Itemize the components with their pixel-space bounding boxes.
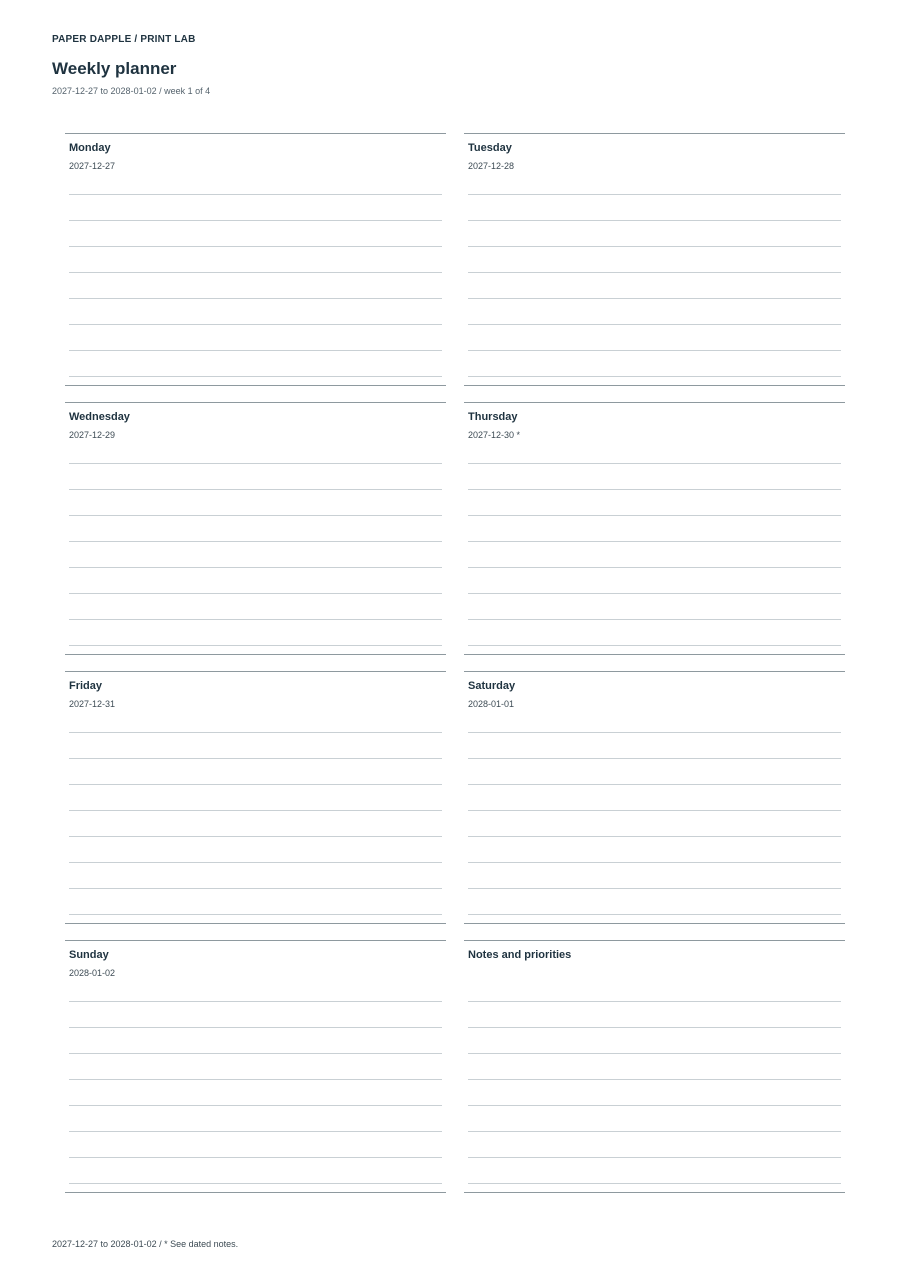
writing-line [69, 567, 442, 593]
writing-line [468, 350, 841, 376]
writing-line [468, 1157, 841, 1183]
day-date: 2027-12-30 * [468, 430, 521, 440]
writing-line [468, 515, 841, 541]
writing-line [69, 1079, 442, 1105]
writing-line [69, 541, 442, 567]
writing-line [468, 593, 841, 619]
writing-line [468, 1079, 841, 1105]
day-name: Sunday [69, 949, 109, 961]
day-name: Tuesday [468, 142, 512, 154]
writing-line [468, 324, 841, 350]
page-title: Weekly planner [52, 59, 177, 78]
day-date: 2027-12-27 [69, 161, 116, 171]
writing-line [468, 836, 841, 862]
writing-lines[interactable] [69, 194, 442, 402]
writing-line [468, 1001, 841, 1027]
writing-line [468, 1183, 841, 1209]
writing-line [69, 1027, 442, 1053]
writing-line [468, 862, 841, 888]
writing-line [69, 463, 442, 489]
writing-line [69, 324, 442, 350]
day-cell-thursday [464, 402, 845, 655]
writing-line [69, 272, 442, 298]
writing-line [468, 1027, 841, 1053]
day-name: Wednesday [69, 411, 130, 423]
day-name: Monday [69, 142, 111, 154]
day-date: 2027-12-31 [69, 699, 116, 709]
writing-line [69, 515, 442, 541]
writing-line [69, 1053, 442, 1079]
writing-line [468, 784, 841, 810]
writing-line [468, 810, 841, 836]
writing-lines[interactable] [468, 463, 841, 671]
writing-line [468, 888, 841, 914]
notes-cell [464, 940, 845, 1193]
writing-line [468, 1053, 841, 1079]
writing-lines[interactable] [69, 463, 442, 671]
writing-line [468, 376, 841, 402]
writing-line [69, 810, 442, 836]
writing-line [69, 246, 442, 272]
day-name: Thursday [468, 411, 518, 423]
writing-line [69, 1183, 442, 1209]
day-cell-monday [65, 133, 446, 386]
day-cell-sunday [65, 940, 446, 1193]
writing-line [468, 758, 841, 784]
writing-line [468, 619, 841, 645]
day-date: 2027-12-29 [69, 430, 116, 440]
writing-line [69, 914, 442, 940]
writing-line [468, 489, 841, 515]
writing-line [69, 1157, 442, 1183]
writing-line [69, 593, 442, 619]
writing-line [468, 463, 841, 489]
writing-line [468, 194, 841, 220]
footer-note: 2027-12-27 to 2028-01-02 / * See dated notes. [52, 1239, 239, 1249]
writing-line [69, 758, 442, 784]
day-cell-friday [65, 671, 446, 924]
writing-line [69, 298, 442, 324]
writing-line [468, 1131, 841, 1157]
day-date: 2027-12-28 [468, 161, 515, 171]
day-name: Saturday [468, 680, 516, 692]
writing-line [69, 888, 442, 914]
day-cell-saturday [464, 671, 845, 924]
page-subtitle: 2027-12-27 to 2028-01-02 / week 1 of 4 [52, 86, 211, 96]
writing-line [69, 194, 442, 220]
writing-line [69, 645, 442, 671]
writing-line [468, 914, 841, 940]
notes-title: Notes and priorities [468, 949, 572, 961]
brand-label: PAPER DAPPLE / PRINT LAB [52, 34, 196, 45]
writing-line [468, 732, 841, 758]
day-name: Friday [69, 680, 103, 692]
writing-lines[interactable] [468, 732, 841, 940]
writing-line [69, 784, 442, 810]
writing-line [468, 541, 841, 567]
writing-line [468, 220, 841, 246]
writing-line [69, 1131, 442, 1157]
writing-line [69, 1105, 442, 1131]
writing-line [69, 732, 442, 758]
day-date: 2028-01-02 [69, 968, 116, 978]
writing-line [69, 836, 442, 862]
writing-line [69, 220, 442, 246]
writing-line [468, 272, 841, 298]
writing-line [468, 246, 841, 272]
writing-lines[interactable] [468, 1001, 841, 1209]
writing-line [69, 489, 442, 515]
writing-line [69, 862, 442, 888]
writing-line [468, 1105, 841, 1131]
day-cell-tuesday [464, 133, 845, 386]
planner-grid [65, 133, 845, 1193]
writing-line [468, 567, 841, 593]
writing-lines[interactable] [69, 1001, 442, 1209]
writing-line [468, 645, 841, 671]
day-date: 2028-01-01 [468, 699, 515, 709]
writing-line [468, 298, 841, 324]
writing-lines[interactable] [468, 194, 841, 402]
day-cell-wednesday [65, 402, 446, 655]
writing-line [69, 1001, 442, 1027]
writing-line [69, 619, 442, 645]
writing-line [69, 350, 442, 376]
writing-lines[interactable] [69, 732, 442, 940]
writing-line [69, 376, 442, 402]
